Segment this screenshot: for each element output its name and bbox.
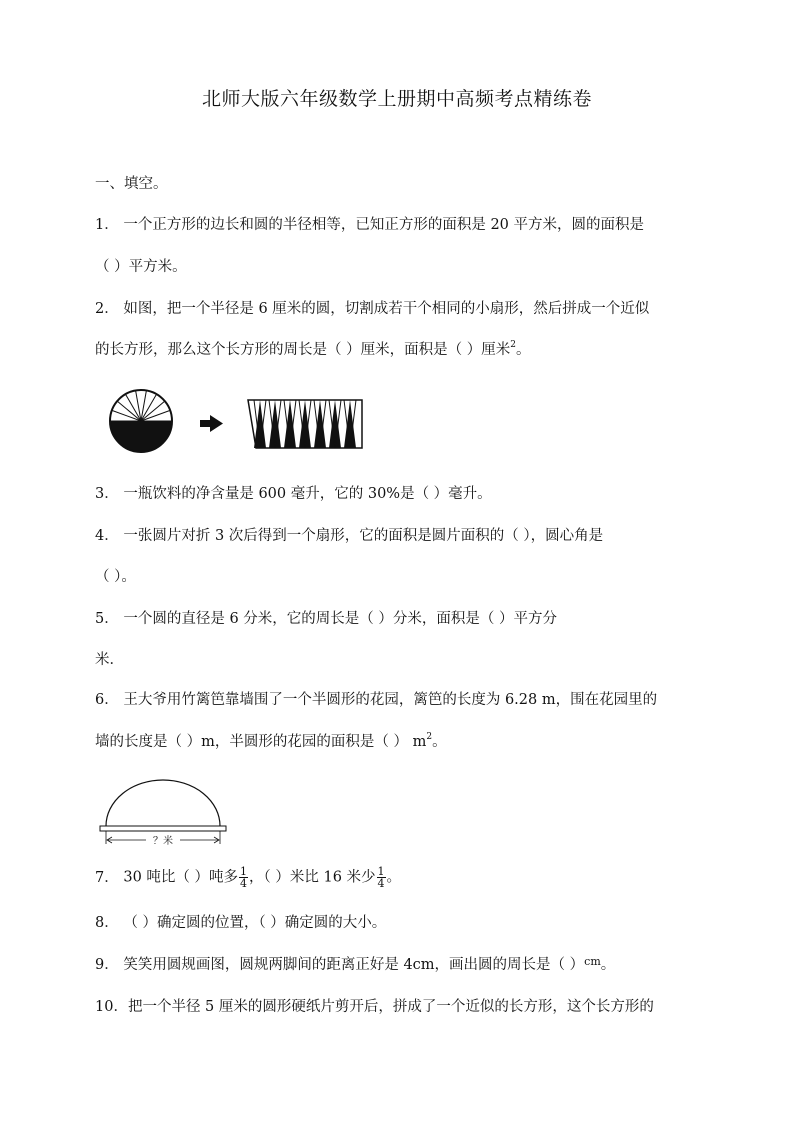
question-2-line-2 bbox=[95, 340, 530, 360]
question-6-number: 6． bbox=[95, 692, 119, 708]
question-6-line-1 bbox=[95, 690, 657, 710]
page-title: 北师大版六年级数学上册期中高频考点精练卷 bbox=[201, 88, 592, 110]
semicircle-fence-icon bbox=[106, 780, 220, 826]
sliced-circle-icon bbox=[110, 390, 172, 452]
question-4-line-2: （ ）。 bbox=[95, 569, 136, 585]
semicircle-garden-figure bbox=[96, 778, 230, 850]
question-7-line-1 bbox=[95, 866, 401, 889]
question-1-number: 1． bbox=[95, 217, 119, 233]
fraction-numerator-2: 1 bbox=[377, 865, 385, 878]
question-9-line-1 bbox=[95, 955, 615, 975]
question-6-exponent: 2 bbox=[426, 732, 433, 742]
question-3-text: 一瓶饮料的净含量是 600 毫升，它的 30%是（ ）毫升。 bbox=[123, 486, 492, 502]
question-6-line-2 bbox=[95, 732, 447, 752]
question-1-text: 一个正方形的边长和圆的半径相等，已知正方形的面积是 20 平方米，圆的面积是 bbox=[123, 217, 645, 233]
question-6-text-2: 墙的长度是（ ）m，半圆形的花园的面积是（ ） m bbox=[95, 734, 427, 750]
question-2-text-2: 的长方形，那么这个长方形的周长是（ ）厘米，面积是（ ）厘米 bbox=[95, 342, 511, 358]
question-9-text: 笑笑用圆规画图，圆规两脚间的距离正好是 4cm，画出圆的周长是（ ） bbox=[123, 957, 585, 973]
question-10-number: 10． bbox=[95, 999, 128, 1015]
right-arrow-icon bbox=[200, 415, 223, 432]
question-6-text-end: 。 bbox=[432, 734, 447, 750]
question-5-number: 5． bbox=[95, 611, 119, 627]
question-2-exponent: 2 bbox=[510, 340, 516, 350]
question-3-number: 3． bbox=[95, 486, 119, 502]
sector-rectangle-icon bbox=[248, 400, 362, 448]
question-4-text: 一张圆片对折 3 次后得到一个扇形，它的面积是圆片面积的（ ），圆心角是 bbox=[123, 528, 604, 544]
question-2-number: 2． bbox=[95, 301, 119, 317]
question-7-number: 7． bbox=[95, 869, 119, 886]
fraction-denominator: 4 bbox=[240, 877, 248, 890]
question-7-text-3: 。 bbox=[386, 869, 402, 886]
question-8-line-1 bbox=[95, 913, 386, 933]
question-9-text-end: 。 bbox=[600, 957, 616, 973]
fraction-numerator: 1 bbox=[240, 865, 248, 878]
question-2-line-1 bbox=[95, 299, 649, 319]
dimension-label: ？米 bbox=[153, 836, 173, 847]
fraction-one-quarter-2 bbox=[377, 866, 386, 889]
question-9-unit: cm bbox=[584, 955, 601, 968]
question-10-text: 把一个半径 5 厘米的圆形硬纸片剪开后，拼成了一个近似的长方形，这个长方形的 bbox=[127, 999, 654, 1015]
question-8-text: （ ）确定圆的位置，（ ）确定圆的大小。 bbox=[123, 915, 387, 931]
section-heading: 一、填空。 bbox=[95, 176, 168, 192]
question-9-number: 9． bbox=[95, 957, 119, 973]
question-10-line-1 bbox=[95, 997, 654, 1017]
fraction-one-quarter bbox=[239, 866, 248, 889]
question-1-line-2: （ ）平方米。 bbox=[95, 259, 187, 275]
question-7-text-2: ，（ ）米比 16 米少 bbox=[249, 869, 376, 886]
question-4-line-1 bbox=[95, 526, 603, 546]
question-8-number: 8． bbox=[95, 915, 119, 931]
question-2-text-end: 。 bbox=[515, 342, 531, 358]
question-5-text: 一个圆的直径是 6 分米，它的周长是（ ）分米，面积是（ ）平方分 bbox=[123, 611, 558, 627]
circle-to-rectangle-figure bbox=[108, 388, 370, 454]
question-7-text-1: 30 吨比（ ）吨多 bbox=[123, 869, 239, 886]
question-5-line-2: 米． bbox=[95, 652, 124, 668]
question-6-text: 王大爷用竹篱笆靠墙围了一个半圆形的花园，篱笆的长度为 6.28 m，围在花园里的 bbox=[123, 692, 658, 708]
question-1-line-1 bbox=[95, 215, 644, 235]
question-2-text: 如图，把一个半径是 6 厘米的圆，切割成若干个相同的小扇形，然后拼成一个近似 bbox=[123, 301, 650, 317]
wall-icon bbox=[100, 826, 226, 831]
fraction-denominator-2: 4 bbox=[377, 877, 385, 890]
question-4-number: 4． bbox=[95, 528, 119, 544]
question-5-line-1 bbox=[95, 609, 557, 629]
question-3-line-1 bbox=[95, 484, 492, 504]
